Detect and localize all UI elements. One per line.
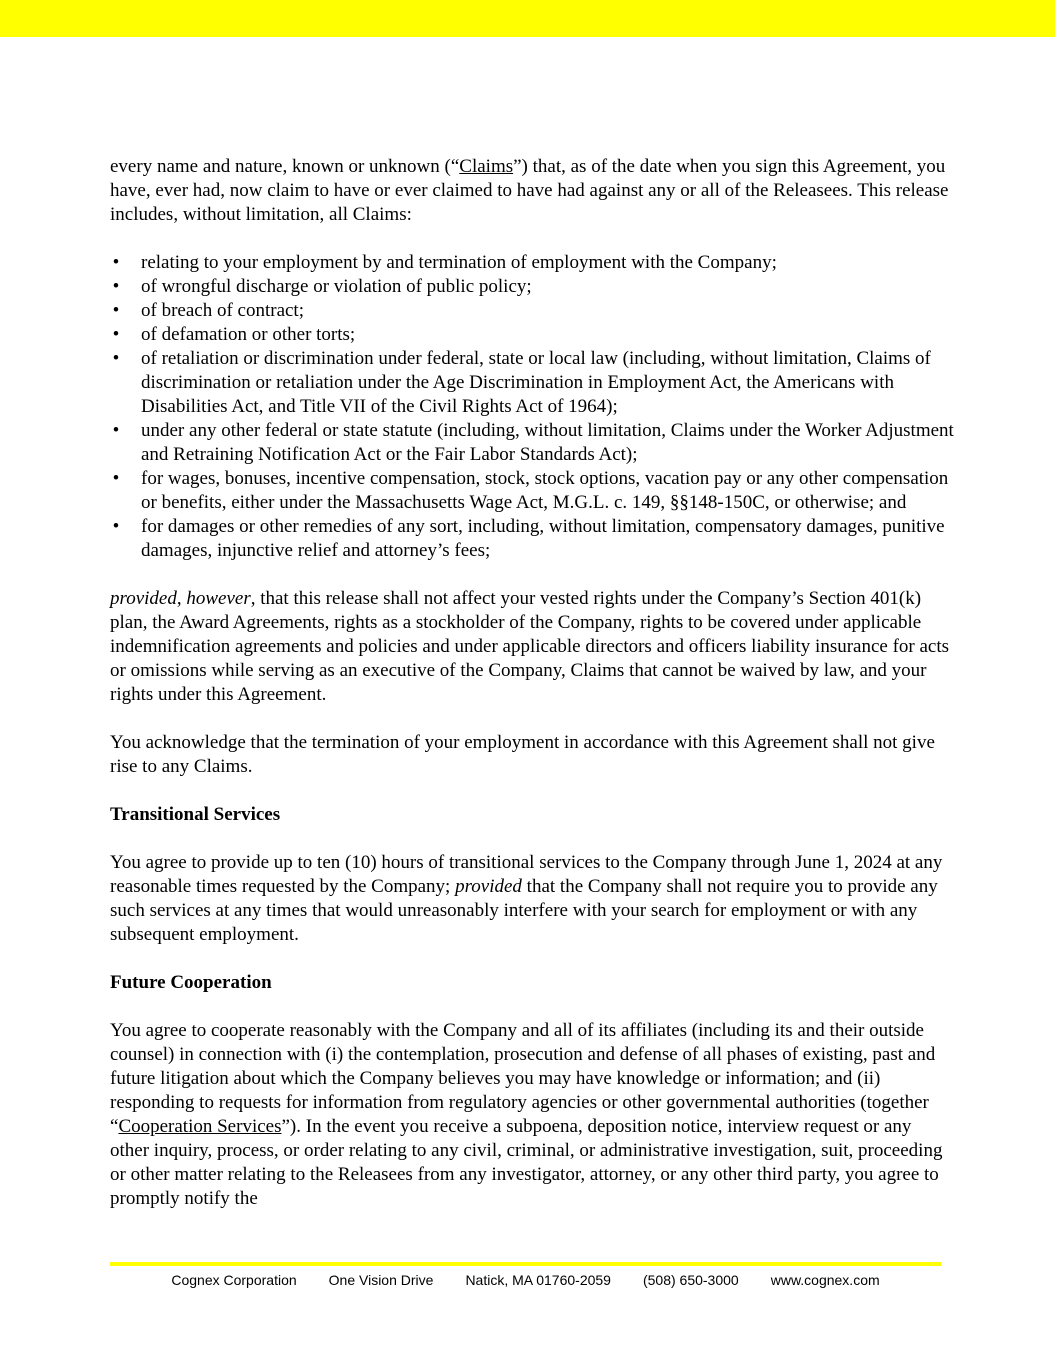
- footer-website: www.cognex.com: [770, 1272, 880, 1288]
- bullet-icon: •: [112, 468, 120, 489]
- acknowledge-paragraph: You acknowledge that the termination of your employment in accordance with this Agreement shall not give rise to any Claims.: [110, 732, 935, 777]
- bullet-icon: •: [112, 516, 120, 537]
- bullet-icon: •: [112, 324, 120, 345]
- list-item: • of retaliation or discrimination under federal, state or local law (including, without limitation, Claims of discrimination or retaliation under the Age Discrimination in Employment Act, the Americans with Disabilities Act, and Title VII of the Civil Rights Act of 1964);: [110, 347, 955, 419]
- footer-company: Cognex Corporation: [171, 1272, 297, 1288]
- list-item: • of breach of contract;: [110, 299, 955, 323]
- bullet-icon: •: [112, 348, 120, 369]
- footer-rule: [110, 1262, 941, 1266]
- future-cooperation-paragraph: You agree to cooperate reasonably with the Company and all of its affiliates (including its and their outside counsel) in connection with (i) the contemplation, prosecution and defense of all phases of existing, past and future litigation about which the Company believes you may have knowledge or information; and (ii) responding to requests for information from regulatory agencies or other governmental authorities (together “Cooperation Services”). In the event you receive a subpoena, deposition notice, interview request or any other inquiry, process, or order relating to any civil, criminal, or administrative investigation, suit, proceeding or other matter relating to the Releasees from any investigator, attorney, or any other third party, you agree to promptly notify the: [110, 1020, 943, 1209]
- header-band: [0, 0, 1055, 37]
- future-cooperation-heading: Future Cooperation: [110, 972, 272, 993]
- list-item: • for damages or other remedies of any sort, including, without limitation, compensatory damages, punitive damages, injunctive relief and attorney’s fees;: [110, 515, 955, 563]
- list-item: • for wages, bonuses, incentive compensation, stock, stock options, vacation pay or any other compensation or benefits, either under the Massachusetts Wage Act, M.G.L. c. 149, §§148-150C, or otherwise; and: [110, 467, 955, 515]
- list-item: • of wrongful discharge or violation of public policy;: [110, 275, 955, 299]
- document-body: [110, 155, 955, 1235]
- footer-city: Natick, MA 01760-2059: [465, 1272, 611, 1288]
- bullet-icon: •: [112, 276, 120, 297]
- claims-term: Claims: [459, 156, 514, 177]
- transitional-services-heading: Transitional Services: [110, 804, 281, 825]
- footer-address: One Vision Drive: [328, 1272, 434, 1288]
- bullet-icon: •: [112, 252, 120, 273]
- list-item: • relating to your employment by and termination of employment with the Company;: [110, 251, 955, 275]
- claims-list: [110, 251, 955, 563]
- footer: [110, 1272, 941, 1288]
- list-item: • of defamation or other torts;: [110, 323, 955, 347]
- bullet-icon: •: [112, 420, 120, 441]
- list-item: • under any other federal or state statute (including, without limitation, Claims under the Worker Adjustment and Retraining Notification Act or the Fair Labor Standards Act);: [110, 419, 955, 467]
- cooperation-services-term: Cooperation Services: [118, 1116, 282, 1137]
- bullet-icon: •: [112, 300, 120, 321]
- proviso-paragraph: provided, however, that this release shall not affect your vested rights under the Company’s Section 401(k) plan, the Award Agreements, rights as a stockholder of the Company, rights to be covered under applicable indemnification agreements and policies and under applicable directors and officers liability insurance for acts or omissions while serving as an executive of the Company, Claims that cannot be waived by law, and your rights under this Agreement.: [110, 588, 950, 705]
- footer-phone: (508) 650-3000: [642, 1272, 739, 1288]
- transitional-services-paragraph: You agree to provide up to ten (10) hours of transitional services to the Company through June 1, 2024 at any reasonable times requested by the Company; provided that the Company shall not require you to provide any such services at any times that would unreasonably interfere with your search for employment or with any subsequent employment.: [110, 852, 943, 945]
- intro-paragraph: every name and nature, known or unknown (“Claims”) that, as of the date when you sign this Agreement, you have, ever had, now claim to have or ever claimed to have had against any or all of the Releasees. This release includes, without limitation, all Claims:: [110, 156, 949, 225]
